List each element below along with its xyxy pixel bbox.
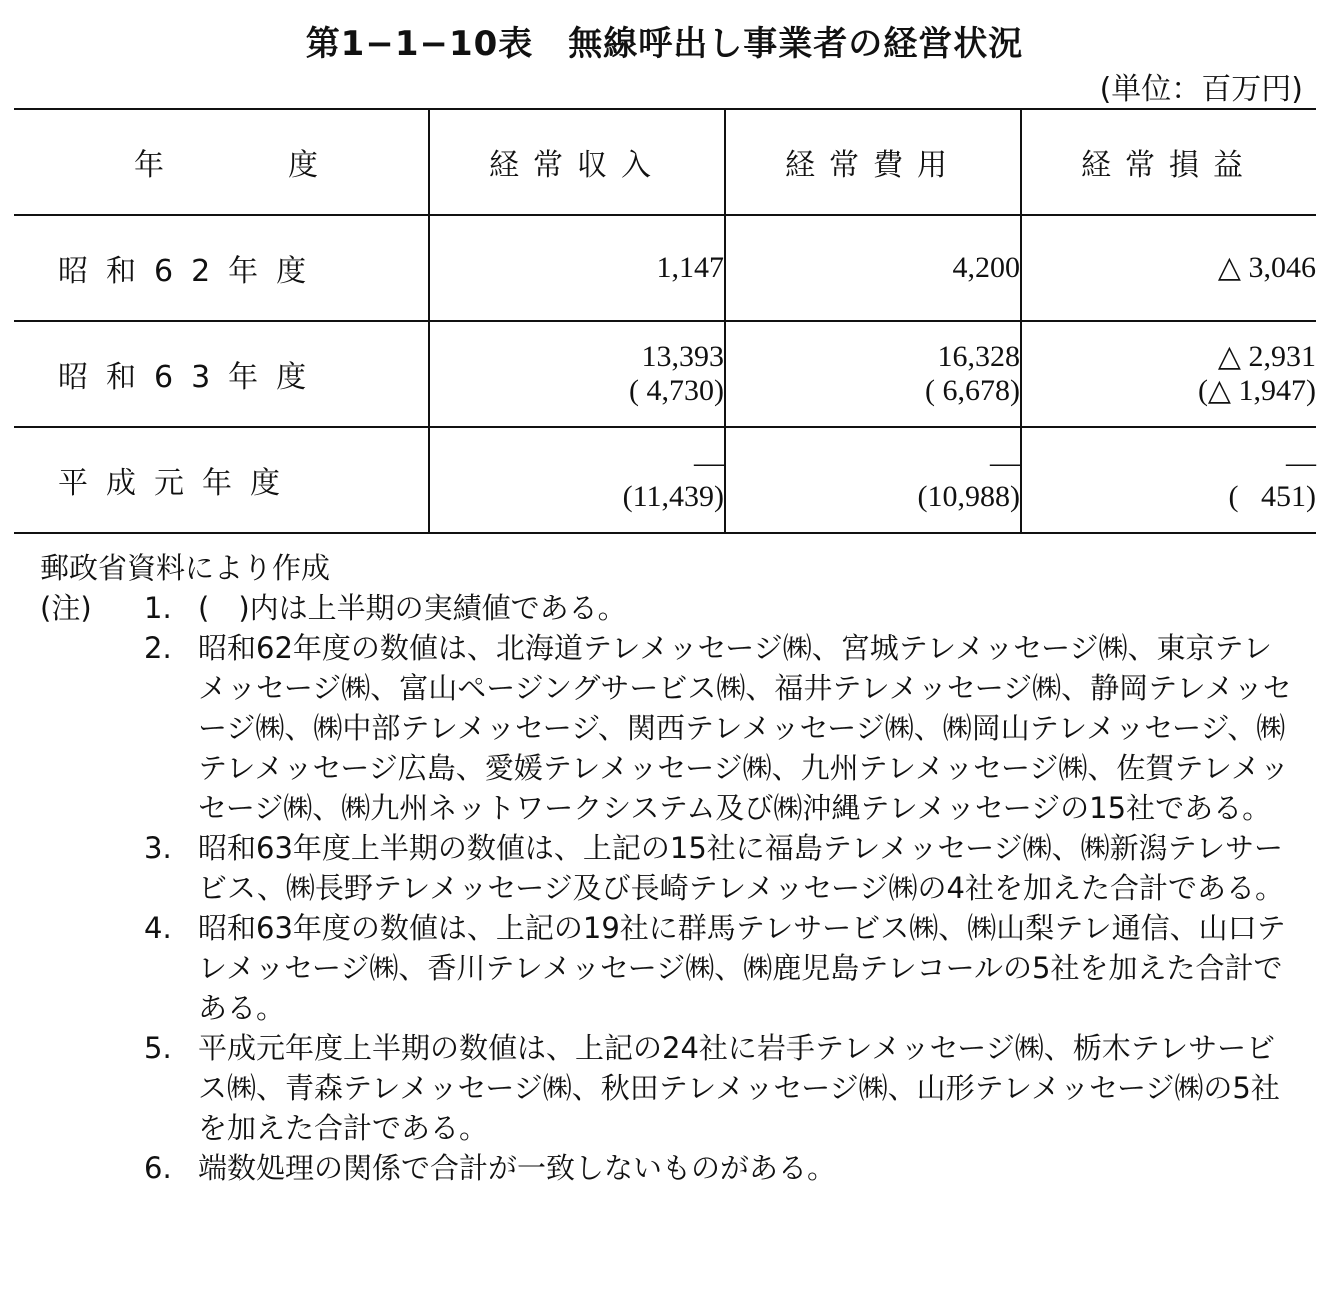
note-item — [144, 628, 1300, 828]
table-title: 第1−1−10表 無線呼出し事業者の経営状況 — [305, 24, 1024, 64]
cell-expense: — (10,988) — [725, 427, 1021, 533]
cell-revenue: 13,393 ( 4,730) — [429, 321, 725, 427]
table-row — [14, 321, 1316, 427]
source-note: 郵政省資料により作成 — [40, 551, 331, 585]
note-number: 1. — [144, 591, 172, 625]
header-profit: 経常損益 — [1021, 109, 1316, 215]
cell-profit: △ 3,046 — [1021, 215, 1316, 321]
cell-profit: — ( 451) — [1021, 427, 1316, 533]
cell-profit: △ 2,931 (△ 1,947) — [1021, 321, 1316, 427]
header-expense: 経常費用 — [725, 109, 1021, 215]
cell-expense: 16,328 ( 6,678) — [725, 321, 1021, 427]
note-item — [144, 1028, 1300, 1148]
note-text: 端数処理の関係で合計が一致しないものがある。 — [198, 1151, 837, 1185]
note-item — [144, 908, 1300, 1028]
note-item — [144, 828, 1300, 908]
note-number: 6. — [144, 1151, 172, 1185]
note-item — [144, 1148, 1300, 1188]
note-number: 5. — [144, 1031, 172, 1065]
note-number: 3. — [144, 831, 172, 865]
cell-expense: 4,200 — [725, 215, 1021, 321]
unit-label: (単位：百万円) — [1099, 72, 1303, 107]
note-text: 昭和63年度上半期の数値は、上記の15社に福島テレメッセージ㈱、㈱新潟テレサービス、㈱長野テレメッセージ及び長崎テレメッセージ㈱の4社を加えた合計である。 — [198, 831, 1284, 905]
header-revenue: 経常収入 — [429, 109, 725, 215]
row-year: 昭和62年度 — [14, 215, 429, 321]
note-text: ( )内は上半期の実績値である。 — [198, 591, 627, 625]
header-year-a: 年 — [134, 148, 164, 183]
note-number: 4. — [144, 911, 172, 945]
note-item — [40, 588, 1300, 628]
notes-section — [40, 548, 1300, 1188]
row-year: 平成元年度 — [14, 427, 429, 533]
notes-label: (注) — [40, 591, 92, 625]
header-year — [14, 109, 429, 215]
table-header-row — [14, 109, 1316, 215]
note-number: 2. — [144, 631, 172, 665]
table-row — [14, 427, 1316, 533]
header-year-b: 度 — [288, 148, 318, 183]
note-text: 平成元年度上半期の数値は、上記の24社に岩手テレメッセージ㈱、栃木テレサービス㈱、青森テレメッセージ㈱、秋田テレメッセージ㈱、山形テレメッセージ㈱の5社を加えた合計である。 — [198, 1031, 1280, 1145]
row-year: 昭和63年度 — [14, 321, 429, 427]
note-text: 昭和63年度の数値は、上記の19社に群馬テレサービス㈱、㈱山梨テレ通信、山口テレメッセージ㈱、香川テレメッセージ㈱、㈱鹿児島テレコールの5社を加えた合計である。 — [198, 911, 1286, 1025]
note-text: 昭和62年度の数値は、北海道テレメッセージ㈱、宮城テレメッセージ㈱、東京テレメッセージ㈱、富山ページングサービス㈱、福井テレメッセージ㈱、静岡テレメッセージ㈱、㈱中部テレメッセージ、関西テレメッセージ㈱、㈱岡山テレメッセージ、㈱テレメッセージ広島、愛媛テレメッセージ㈱、九州テレメッセージ㈱、佐賀テレメッセージ㈱、㈱九州ネットワークシステム及び㈱沖縄テレメッセージの15社である。 — [198, 631, 1292, 825]
cell-revenue: 1,147 — [429, 215, 725, 321]
cell-revenue: — (11,439) — [429, 427, 725, 533]
table-row — [14, 215, 1316, 321]
business-table — [14, 108, 1316, 534]
